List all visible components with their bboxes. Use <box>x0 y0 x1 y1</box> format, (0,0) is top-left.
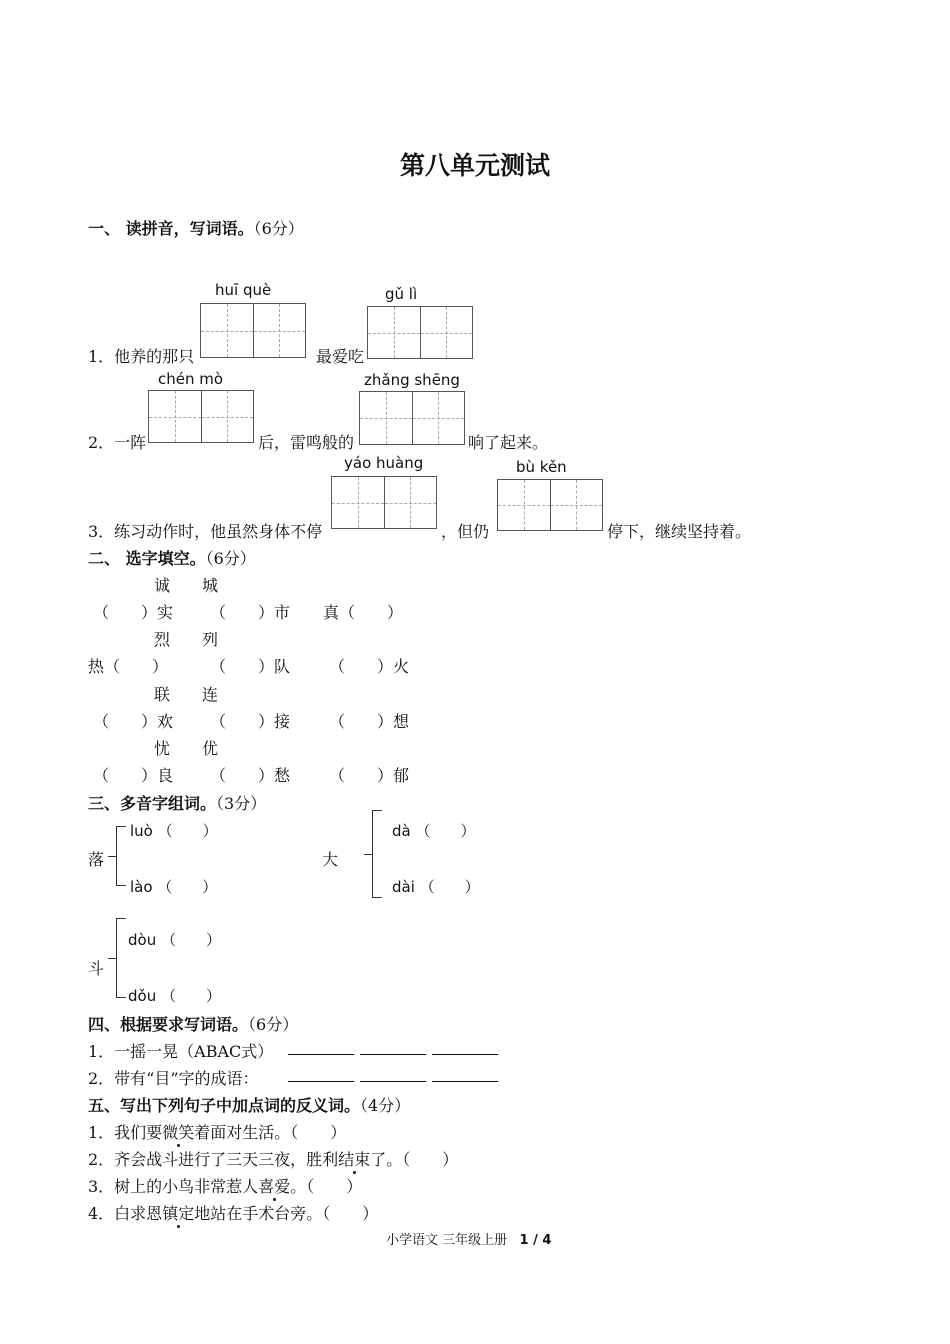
char-choices-1: 诚 城 <box>154 576 219 595</box>
fill-blank[interactable]: （ ）欢 <box>93 712 174 731</box>
brace-tip <box>108 958 116 959</box>
polyphone-char: 落 <box>88 850 105 869</box>
reading-blank[interactable]: dà （ ） <box>392 822 476 840</box>
char-choices-3: 联 连 <box>154 685 219 704</box>
pinyin-1a: huī què <box>215 281 272 299</box>
writing-grid-1b[interactable] <box>367 306 473 359</box>
brace-tip <box>364 854 372 855</box>
fill-blank[interactable]: （ ）市 <box>210 603 291 622</box>
item-5-1[interactable]: 1．我们要微笑着面对生活。（ ） <box>88 1123 347 1142</box>
writing-grid-3b[interactable] <box>497 479 603 531</box>
section-5-heading: 五、写出下列句子中加点词的反义词。（4分） <box>88 1096 411 1115</box>
item-5-2[interactable]: 2．齐会战斗进行了三天三夜，胜利结束了。（ ） <box>88 1150 459 1169</box>
item-4-2: 2．带有“目”字的成语： <box>88 1069 259 1088</box>
item-1-2-pre: 2．一阵 <box>88 433 147 452</box>
item-1-1-pre: 1．他养的那只 <box>88 347 195 366</box>
reading-blank[interactable]: dǒu （ ） <box>128 987 221 1005</box>
item-4-1: 1．一摇一晃（ABAC式） <box>88 1042 274 1061</box>
brace <box>116 918 126 998</box>
section-1-heading: 一、 读拼音，写词语。（6分） <box>88 219 304 238</box>
fill-blank[interactable]: （ ）愁 <box>210 766 291 785</box>
writing-grid-2a[interactable] <box>148 390 254 443</box>
fill-blank[interactable]: （ ）郁 <box>329 766 410 785</box>
pinyin-2b: zhǎng shēng <box>364 371 460 389</box>
answer-lines[interactable] <box>288 1040 504 1059</box>
fill-blank[interactable]: （ ）实 <box>93 603 174 622</box>
dotted-word: 结束 <box>338 1150 371 1169</box>
polyphone-char: 斗 <box>88 959 105 978</box>
footer: 小学语文 三年级上册 1 / 4 <box>386 1233 552 1248</box>
fill-blank[interactable]: 真（ ） <box>323 603 404 622</box>
pinyin-1b: gǔ lì <box>385 285 418 303</box>
item-1-3-pre: 3．练习动作时，他虽然身体不停 <box>88 522 323 541</box>
pinyin-2a: chén mò <box>158 370 224 388</box>
pinyin-3b: bù kěn <box>516 458 567 476</box>
page-title: 第八单元测试 <box>399 151 550 180</box>
item-5-4[interactable]: 4．白求恩镇定地站在手术台旁。（ ） <box>88 1204 379 1223</box>
writing-grid-2b[interactable] <box>359 391 465 445</box>
writing-grid-1a[interactable] <box>200 303 306 358</box>
item-1-1-mid: 最爱吃 <box>316 347 365 366</box>
fill-blank[interactable]: （ ）接 <box>210 712 291 731</box>
section-2-heading: 二、 选字填空。（6分） <box>88 549 256 568</box>
item-1-2-mid: 后，雷鸣般的 <box>258 433 355 452</box>
item-5-3[interactable]: 3．树上的小鸟非常惹人喜爱。（ ） <box>88 1177 363 1196</box>
brace <box>116 826 126 886</box>
pinyin-3a: yáo huàng <box>344 454 424 472</box>
dotted-word: 喜爱 <box>258 1177 291 1196</box>
char-choices-4: 忧 优 <box>154 739 219 758</box>
brace <box>372 810 382 898</box>
section-4-heading: 四、根据要求写词语。（6分） <box>88 1015 299 1034</box>
section-3-heading: 三、多音字组词。（3分） <box>88 794 267 813</box>
reading-blank[interactable]: luò （ ） <box>130 822 218 840</box>
page-number: 1 / 4 <box>519 1233 552 1248</box>
item-1-3-post: 停下，继续坚持着。 <box>607 522 752 541</box>
reading-blank[interactable]: lào （ ） <box>130 878 218 896</box>
item-1-2-post: 响了起来。 <box>468 433 549 452</box>
char-choices-2: 烈 列 <box>154 630 219 649</box>
fill-blank[interactable]: （ ）良 <box>93 766 174 785</box>
fill-blank[interactable]: （ ）想 <box>329 712 410 731</box>
fill-blank[interactable]: 热（ ） <box>88 657 169 676</box>
brace-tip <box>108 856 116 857</box>
fill-blank[interactable]: （ ）火 <box>329 657 410 676</box>
dotted-word: 微笑 <box>162 1123 195 1142</box>
answer-lines[interactable] <box>288 1067 504 1086</box>
writing-grid-3a[interactable] <box>331 476 437 529</box>
item-1-3-mid: ，但仍 <box>441 522 490 541</box>
polyphone-char: 大 <box>322 850 339 869</box>
dotted-word: 镇定 <box>162 1204 195 1223</box>
fill-blank[interactable]: （ ）队 <box>210 657 291 676</box>
reading-blank[interactable]: dòu （ ） <box>128 931 221 949</box>
reading-blank[interactable]: dài （ ） <box>392 878 480 896</box>
